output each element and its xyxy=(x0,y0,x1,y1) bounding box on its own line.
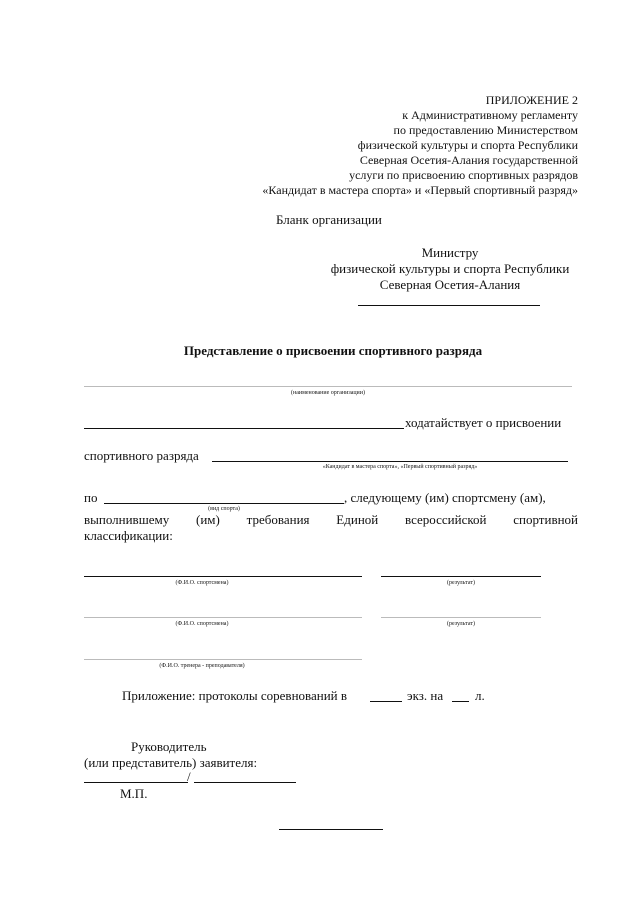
requirements-line: классификации: xyxy=(84,528,173,543)
coach-name-field[interactable] xyxy=(84,659,362,660)
po-label: по xyxy=(84,490,98,505)
athlete-name-field[interactable] xyxy=(84,576,362,577)
athlete-name-caption: (Ф.И.О. спортсмена) xyxy=(175,621,229,627)
requirements-line: выполнившему (им) требования Единой всероссийской спортивной xyxy=(84,512,578,527)
result-caption: (результат) xyxy=(446,580,476,586)
petition-text: ходатайствует о присвоении xyxy=(405,415,562,430)
result-caption: (результат) xyxy=(446,621,476,627)
attachment-prefix: Приложение: протоколы соревнований в xyxy=(122,688,348,703)
signatory-name-field[interactable] xyxy=(194,782,296,783)
appendix-header xyxy=(262,93,578,198)
result-field[interactable] xyxy=(381,617,541,618)
recipient-name-line[interactable] xyxy=(358,305,540,306)
copies-field[interactable] xyxy=(370,701,402,702)
rank-field[interactable] xyxy=(212,461,568,462)
athlete-name-caption: (Ф.И.О. спортсмена) xyxy=(175,580,229,586)
result-field[interactable] xyxy=(381,576,541,577)
rank-caption: «Кандидат в мастера спорта», «Первый спортивный разряд» xyxy=(322,464,478,470)
recipient-line: Министру xyxy=(421,245,479,260)
header-line: к Административному регламенту xyxy=(402,108,578,122)
footer-separator-line xyxy=(279,829,383,830)
requirements-paragraph xyxy=(84,512,578,544)
header-line: ПРИЛОЖЕНИЕ 2 xyxy=(485,93,578,107)
stamp-label: М.П. xyxy=(120,786,148,801)
signatory-subtitle: (или представитель) заявителя: xyxy=(84,755,258,770)
header-line: «Кандидат в мастера спорта» и «Первый спортивный разряд» xyxy=(262,183,578,197)
sport-field[interactable] xyxy=(104,503,344,504)
org-blank-label: Бланк организации xyxy=(276,212,382,227)
attachment-mid: экз. на xyxy=(407,688,444,703)
recipient-block xyxy=(300,245,600,293)
header-line: по предоставлению Министерством xyxy=(393,123,578,137)
header-line: услуги по присвоению спортивных разрядов xyxy=(349,168,578,182)
org-name-field[interactable] xyxy=(84,386,572,387)
athlete-name-field[interactable] xyxy=(84,617,362,618)
rank-label: спортивного разряда xyxy=(84,448,199,463)
coach-name-caption: (Ф.И.О. тренера - преподавателя) xyxy=(159,663,245,669)
sport-caption: (вид спорта) xyxy=(208,506,240,512)
attachment-suffix: л. xyxy=(475,688,485,703)
header-line: физической культуры и спорта Республики xyxy=(357,138,578,152)
header-line: Северная Осетия-Алания государственной xyxy=(359,153,578,167)
org-name-caption: (наименование организации) xyxy=(291,390,365,396)
document-title: Представление о присвоении спортивного разряда xyxy=(183,343,483,358)
athlete-text: , следующему (им) спортсмену (ам), xyxy=(344,490,546,505)
sheets-field[interactable] xyxy=(452,701,469,702)
signature-separator: / xyxy=(187,769,191,784)
recipient-line: физической культуры и спорта Республики xyxy=(330,261,570,276)
recipient-line: Северная Осетия-Алания xyxy=(379,277,521,292)
signatory-title: Руководитель xyxy=(131,739,207,754)
org-petition-field[interactable] xyxy=(84,428,404,429)
signature-field[interactable] xyxy=(84,782,188,783)
